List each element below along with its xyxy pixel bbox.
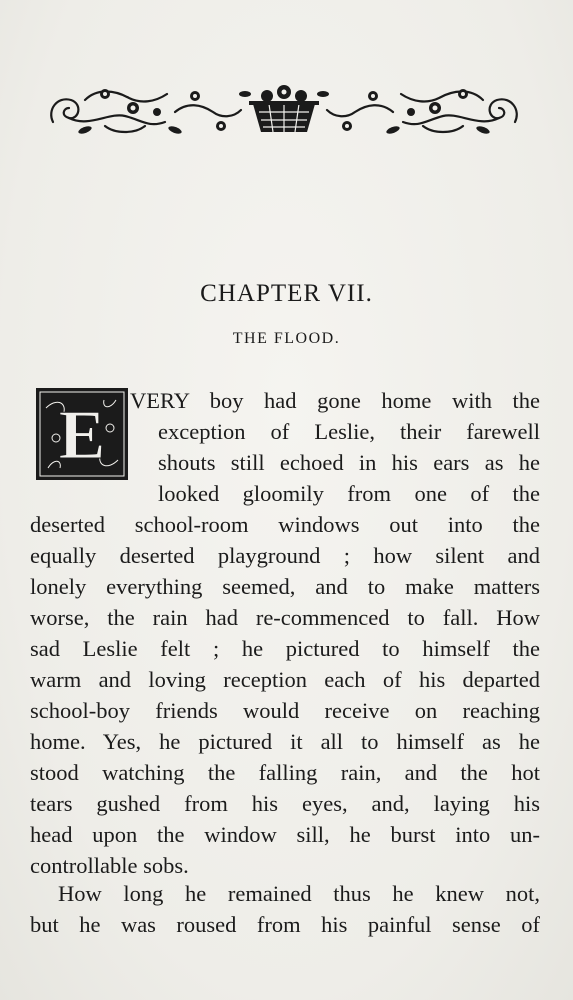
text-line: tears gushed from his eyes, and, laying his: [30, 791, 540, 816]
text-line: equally deserted playground ; how silent and: [30, 543, 540, 568]
text-line: How long he remained thus he knew not,: [58, 881, 540, 906]
drop-cap-letter: E: [58, 397, 106, 474]
text-line: warm and loving reception each of his departed: [30, 667, 540, 692]
drop-cap-ornament: [36, 388, 128, 480]
ornamental-headpiece: [45, 82, 523, 138]
text-line: shouts still echoed in his ears as he: [158, 450, 540, 475]
text-line: home. Yes, he pictured it all to himself as he: [30, 729, 540, 754]
text-line: sad Leslie felt ; he pictured to himself the: [30, 636, 540, 661]
text-line: but he was roused from his painful sense of: [30, 912, 540, 937]
chapter-subtitle: THE FLOOD.: [232, 330, 341, 347]
text-line: deserted school-room windows out into the: [30, 512, 540, 537]
text-line: school-boy friends would receive on reaching: [30, 698, 540, 723]
text-line: head upon the window sill, he burst into un-: [30, 822, 540, 847]
text-line: looked gloomily from one of the: [158, 481, 540, 506]
text-line: stood watching the falling rain, and the hot: [30, 760, 540, 785]
text-line: controllable sobs.: [30, 853, 189, 878]
text-line: worse, the rain had re-commenced to fall. How: [30, 605, 540, 630]
text-line: exception of Leslie, their farewell: [158, 419, 540, 444]
text-line: lonely everything seemed, and to make matters: [30, 574, 540, 599]
chapter-title: CHAPTER VII.: [200, 280, 373, 307]
basket-icon: [249, 85, 319, 132]
text-line: VERY boy had gone home with the: [130, 388, 540, 413]
